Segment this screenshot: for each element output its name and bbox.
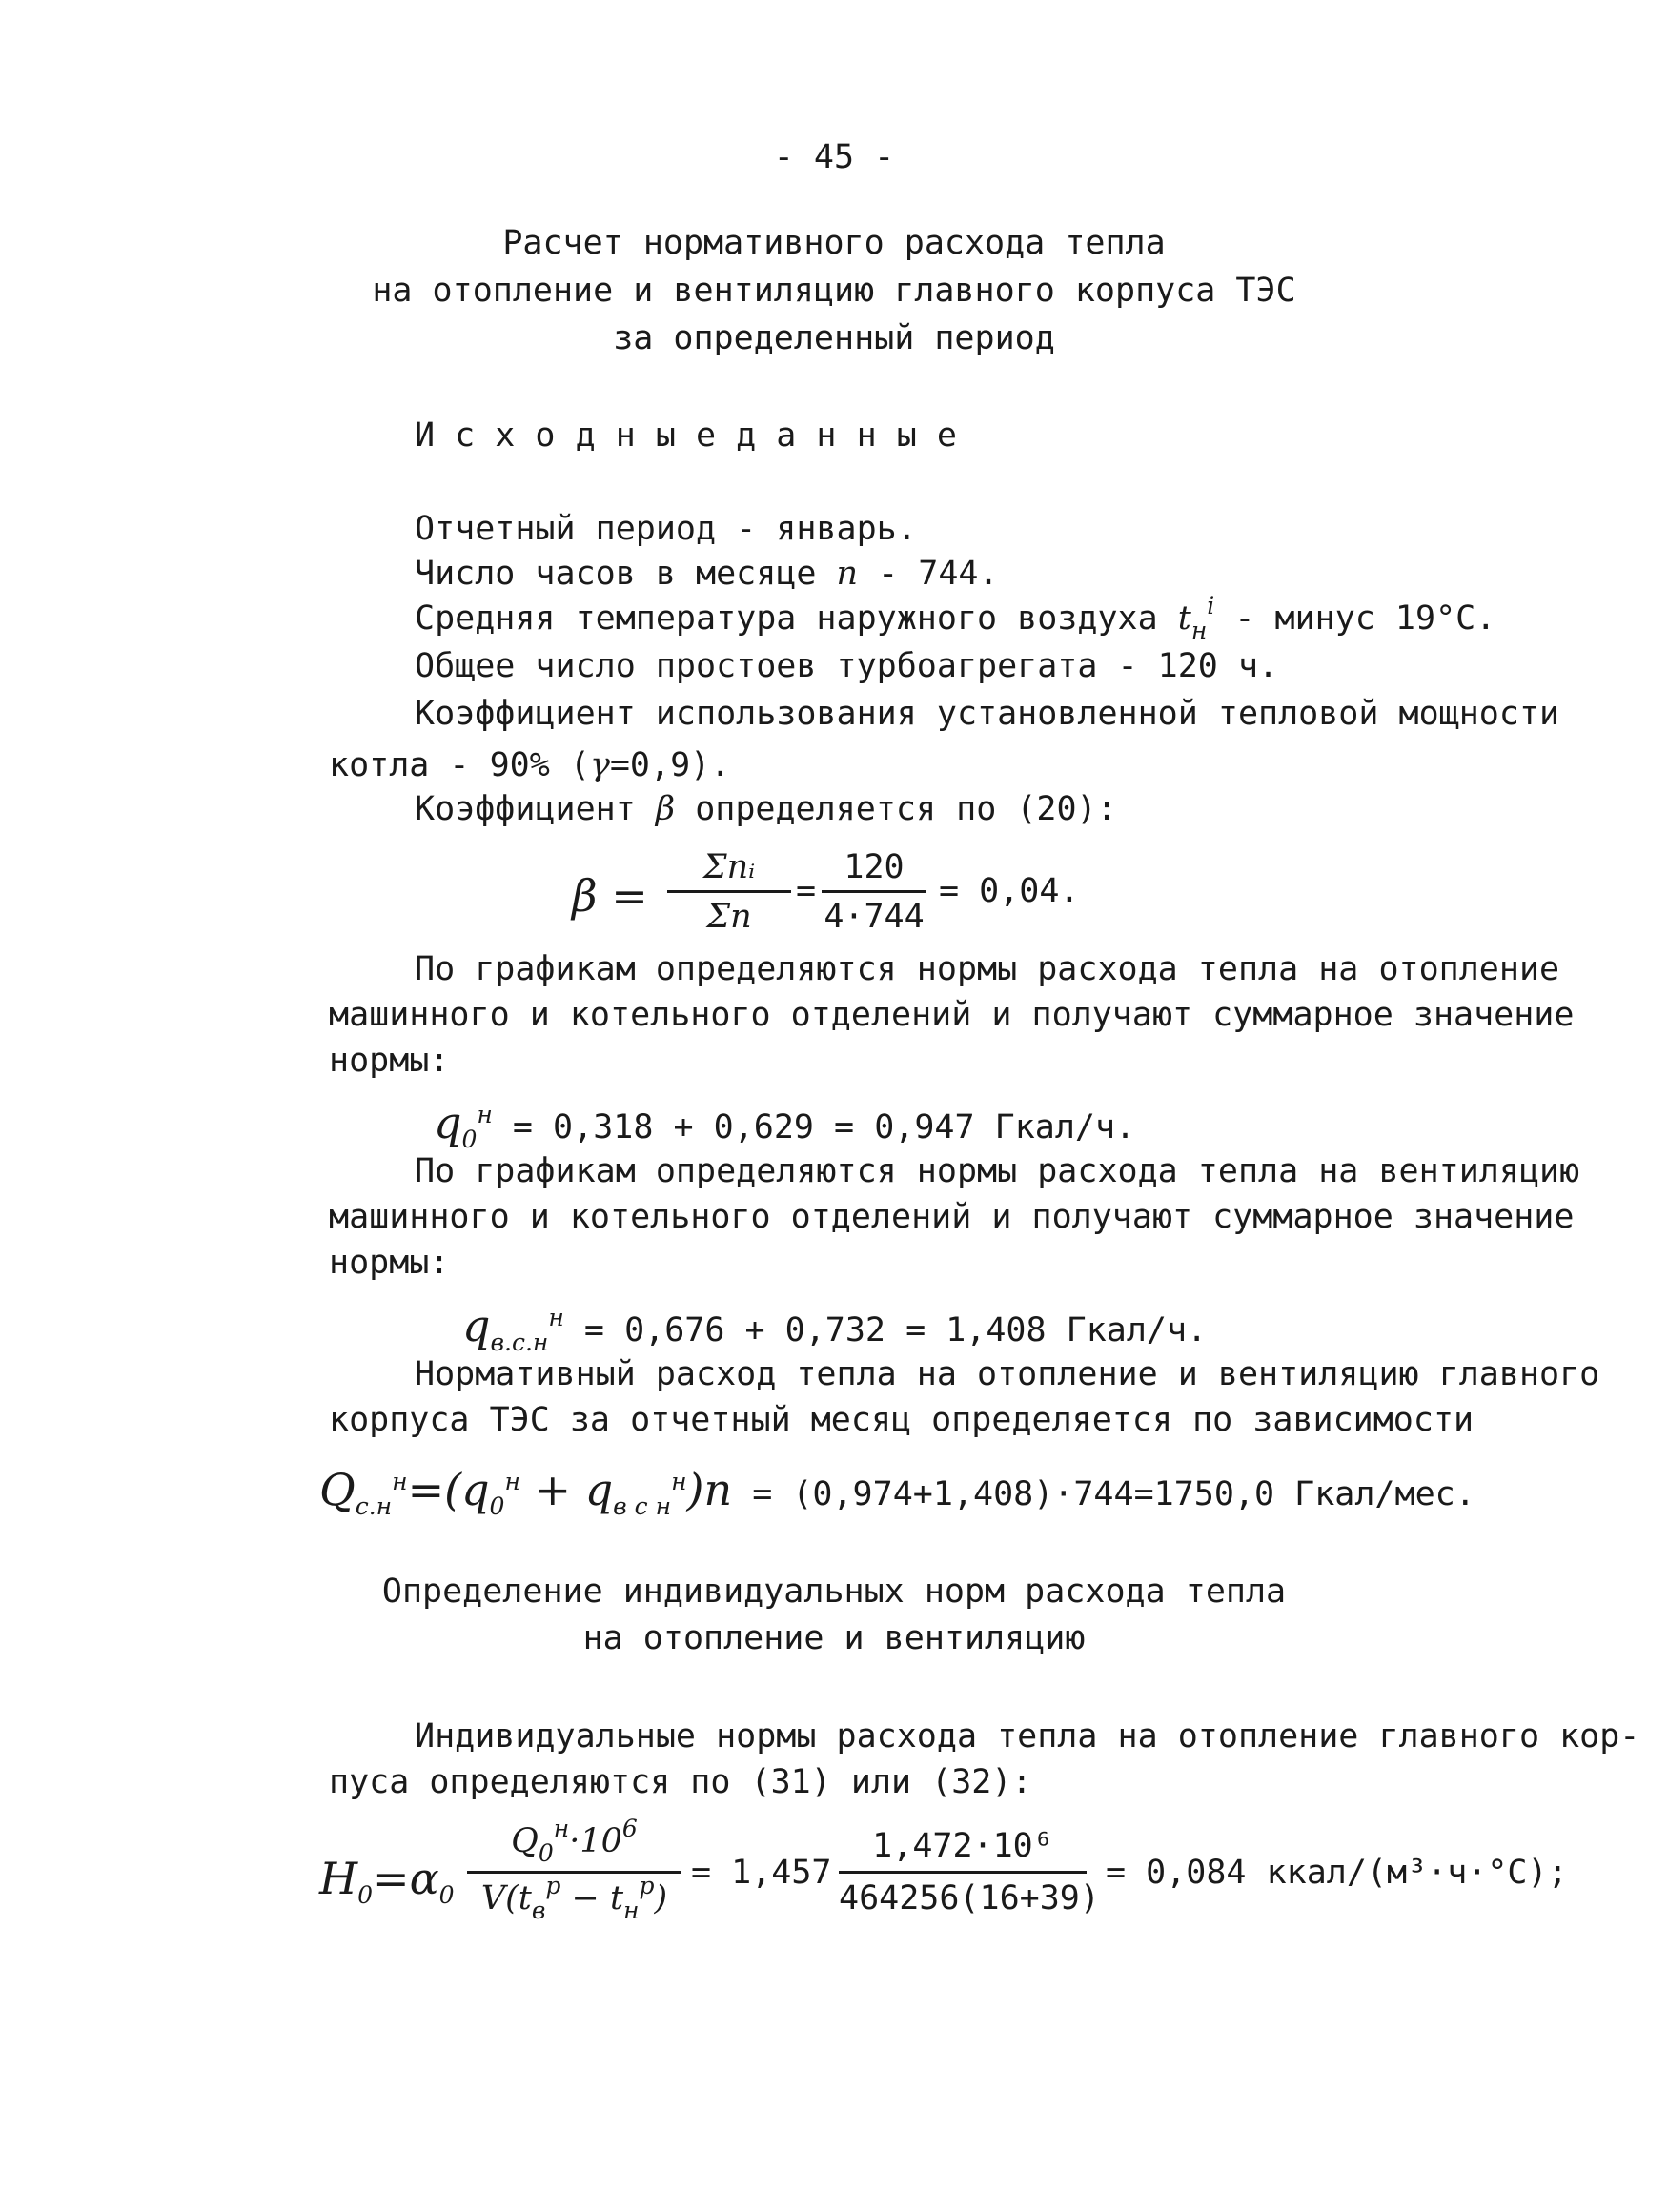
beta-numerator-1: Σnᵢ xyxy=(702,848,756,886)
eq-vent-rhs: = 0,676 + 0,732 = 1,408 Гкал/ч. xyxy=(583,1311,1208,1350)
q-vent-symbol: $q_{в.с.н}^н$ xyxy=(462,1300,564,1356)
para-vent-1: По графикам определяются нормы расхода тепла на вентиляцию xyxy=(415,1152,1580,1190)
beta-label: Коэффициент xyxy=(415,790,636,828)
beta-denominator-2: 4·744 xyxy=(824,898,925,936)
n-symbol: n xyxy=(836,555,859,593)
para-vent-3: нормы: xyxy=(329,1244,450,1282)
beta-symbol: β xyxy=(655,790,676,828)
gamma-value: =0,9). xyxy=(609,746,731,784)
eq-heating xyxy=(434,1097,1136,1153)
eq-total-lhs: $Q_{с.н}^н=(q_0^н + q_{в с н}^н)n$ xyxy=(319,1464,733,1520)
input-temperature-value: - минус 19°С. xyxy=(1234,599,1496,638)
title-line-1: Расчет нормативного расхода тепла xyxy=(502,224,1166,262)
input-hours-value: - 744. xyxy=(878,555,999,593)
section-heading: И с х о д н ы е д а н н ы е xyxy=(415,416,957,455)
para-total-2: корпуса ТЭС за отчетный месяц определяется по зависимости xyxy=(329,1401,1475,1439)
para-individual-2: пуса определяются по (31) или (32): xyxy=(329,1763,1032,1801)
eq-vent xyxy=(462,1300,1208,1356)
eq-individual-denominator-1: $V(t_в^р - t_н^р)$ xyxy=(480,1872,668,1924)
input-coefficient-line-1: Коэффициент использования установленной тепловой мощности xyxy=(415,695,1560,733)
para-heating-2: машинного и котельного отделений и получают суммарное значение xyxy=(329,996,1575,1034)
beta-denominator-1: Σn xyxy=(706,898,752,936)
para-heating-1: По графикам определяются нормы расхода тепла на отопление xyxy=(415,950,1560,988)
para-total-1: Нормативный расход тепла на отопление и вентиляцию главного xyxy=(415,1355,1600,1393)
beta-lhs: β = xyxy=(572,870,648,922)
eq-heating-rhs: = 0,318 + 0,629 = 0,947 Гкал/ч. xyxy=(512,1108,1136,1147)
subtitle-line-2: на отопление и вентиляцию xyxy=(582,1619,1086,1657)
boiler-percent: котла - 90% ( xyxy=(329,746,590,784)
beta-result: = 0,04. xyxy=(939,872,1080,910)
input-period: Отчетный период - январь. xyxy=(415,510,917,548)
eq-individual-numerator-2: 1,472·10⁶ xyxy=(872,1827,1053,1865)
para-vent-2: машинного и котельного отделений и получают суммарное значение xyxy=(329,1198,1575,1236)
eq-total xyxy=(319,1464,1475,1520)
eq-individual-lhs: $H_0=\alpha_0$ xyxy=(319,1853,455,1909)
beta-definition: определяется по (20): xyxy=(695,790,1117,828)
eq-total-rhs: = (0,974+1,408)·744=1750,0 Гкал/мес. xyxy=(752,1475,1475,1513)
title-line-3: за определенный период xyxy=(613,319,1055,357)
fraction-bar xyxy=(839,1871,1087,1874)
input-downtime: Общее число простоев турбоагрегата - 120 ч. xyxy=(415,647,1279,685)
eq-individual-numerator-1: $Q_0^н\cdot 10^6$ xyxy=(511,1815,638,1867)
equals-sign: = xyxy=(796,872,817,910)
para-heating-3: нормы: xyxy=(329,1042,450,1080)
gamma-symbol: γ xyxy=(589,746,610,784)
subtitle-line-1: Определение индивидуальных норм расхода тепла xyxy=(381,1573,1287,1611)
eq-individual-denominator-2: 464256(16+39) xyxy=(839,1879,1100,1918)
input-beta-line xyxy=(415,790,1117,828)
title-line-2: на отопление и вентиляцию главного корпуса ТЭС xyxy=(372,272,1296,310)
input-hours xyxy=(415,555,999,593)
input-temperature xyxy=(415,592,1496,644)
page-number: - 45 - xyxy=(773,138,895,176)
beta-numerator-2: 120 xyxy=(844,848,905,886)
eq-individual-result: = 0,084 ккал/(м³·ч·°С); xyxy=(1106,1854,1568,1892)
input-temperature-label: Средняя температура наружного воздуха xyxy=(415,599,1158,638)
q-heating-symbol: $q_0^н$ xyxy=(434,1097,493,1153)
input-hours-label: Число часов в месяце xyxy=(415,555,817,593)
fraction-bar xyxy=(822,890,926,893)
para-individual-1: Индивидуальные нормы расхода тепла на отопление главного кор- xyxy=(415,1717,1640,1755)
input-coefficient-line-2 xyxy=(329,746,731,784)
fraction-bar xyxy=(667,890,791,893)
eq-individual-coef: = 1,457 xyxy=(691,1854,832,1892)
t-outdoor-symbol: $t_н^i$ xyxy=(1177,592,1215,644)
